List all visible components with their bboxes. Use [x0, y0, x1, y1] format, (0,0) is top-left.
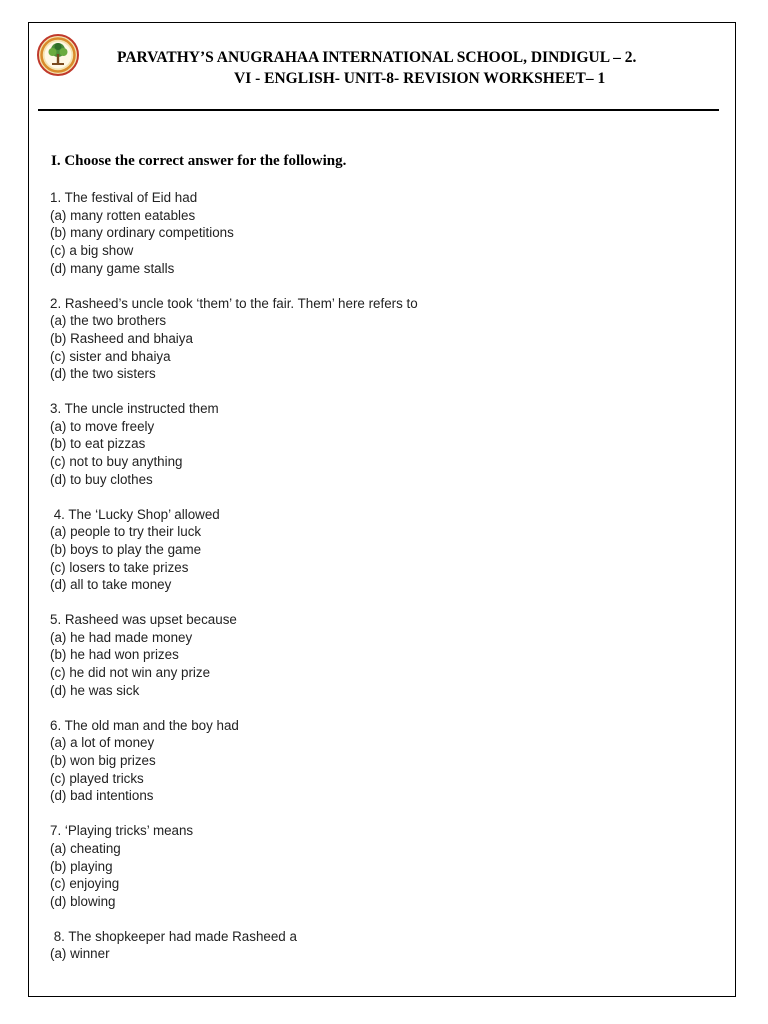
question-text: 7. ‘Playing tricks’ means — [50, 823, 194, 839]
question-text: 3. The uncle instructed them — [50, 401, 219, 417]
worksheet-page — [28, 22, 736, 997]
option-a: (a) the two brothers — [50, 313, 167, 329]
option-d: (d) bad intentions — [50, 788, 154, 804]
option-a: (a) he had made money — [50, 629, 193, 645]
option-c: (c) a big show — [50, 243, 134, 259]
option-c: (c) played tricks — [50, 770, 144, 786]
option-c: (c) enjoying — [50, 876, 120, 892]
question-7 — [50, 822, 725, 911]
option-b: (b) he had won prizes — [50, 647, 179, 663]
question-2 — [50, 295, 725, 384]
option-a: (a) winner — [50, 946, 110, 962]
option-a: (a) people to try their luck — [50, 524, 202, 540]
question-text: 4. The ‘Lucky Shop’ allowed — [50, 506, 220, 522]
option-b: (b) to eat pizzas — [50, 436, 146, 452]
option-d: (d) the two sisters — [50, 366, 156, 382]
option-b: (b) many ordinary competitions — [50, 225, 234, 241]
question-6 — [50, 717, 725, 806]
option-d: (d) blowing — [50, 893, 116, 909]
question-text: 8. The shopkeeper had made Rasheed a — [50, 928, 297, 944]
question-8 — [50, 928, 725, 963]
option-b: (b) boys to play the game — [50, 541, 202, 557]
header-divider — [38, 109, 719, 111]
option-a: (a) many rotten eatables — [50, 207, 196, 223]
section-title: I. Choose the correct answer for the following. — [51, 153, 347, 169]
question-list — [50, 189, 725, 980]
option-b: (b) playing — [50, 858, 113, 874]
question-text: 6. The old man and the boy had — [50, 717, 239, 733]
school-name: PARVATHY’S ANUGRAHAA INTERNATIONAL SCHOOL, DINDIGUL – 2. — [117, 49, 637, 66]
option-d: (d) many game stalls — [50, 260, 175, 276]
question-5 — [50, 611, 725, 700]
option-d: (d) all to take money — [50, 577, 172, 593]
option-c: (c) he did not win any prize — [50, 665, 211, 681]
option-a: (a) cheating — [50, 840, 121, 856]
option-c: (c) sister and bhaiya — [50, 348, 171, 364]
option-a: (a) a lot of money — [50, 735, 155, 751]
worksheet-subtitle: VI - ENGLISH- UNIT-8- REVISION WORKSHEET– 1 — [234, 70, 606, 87]
question-3 — [50, 400, 725, 489]
option-d: (d) he was sick — [50, 682, 140, 698]
question-4 — [50, 506, 725, 595]
question-text: 2. Rasheed’s uncle took ‘them’ to the fair. Them’ here refers to — [50, 295, 418, 311]
question-1 — [50, 189, 725, 278]
question-text: 5. Rasheed was upset because — [50, 612, 237, 628]
option-b: (b) Rasheed and bhaiya — [50, 330, 193, 346]
option-c: (c) losers to take prizes — [50, 559, 189, 575]
option-b: (b) won big prizes — [50, 752, 156, 768]
option-a: (a) to move freely — [50, 418, 155, 434]
option-d: (d) to buy clothes — [50, 471, 153, 487]
question-text: 1. The festival of Eid had — [50, 190, 198, 205]
tree-emblem-icon — [37, 34, 79, 76]
option-c: (c) not to buy anything — [50, 454, 183, 470]
